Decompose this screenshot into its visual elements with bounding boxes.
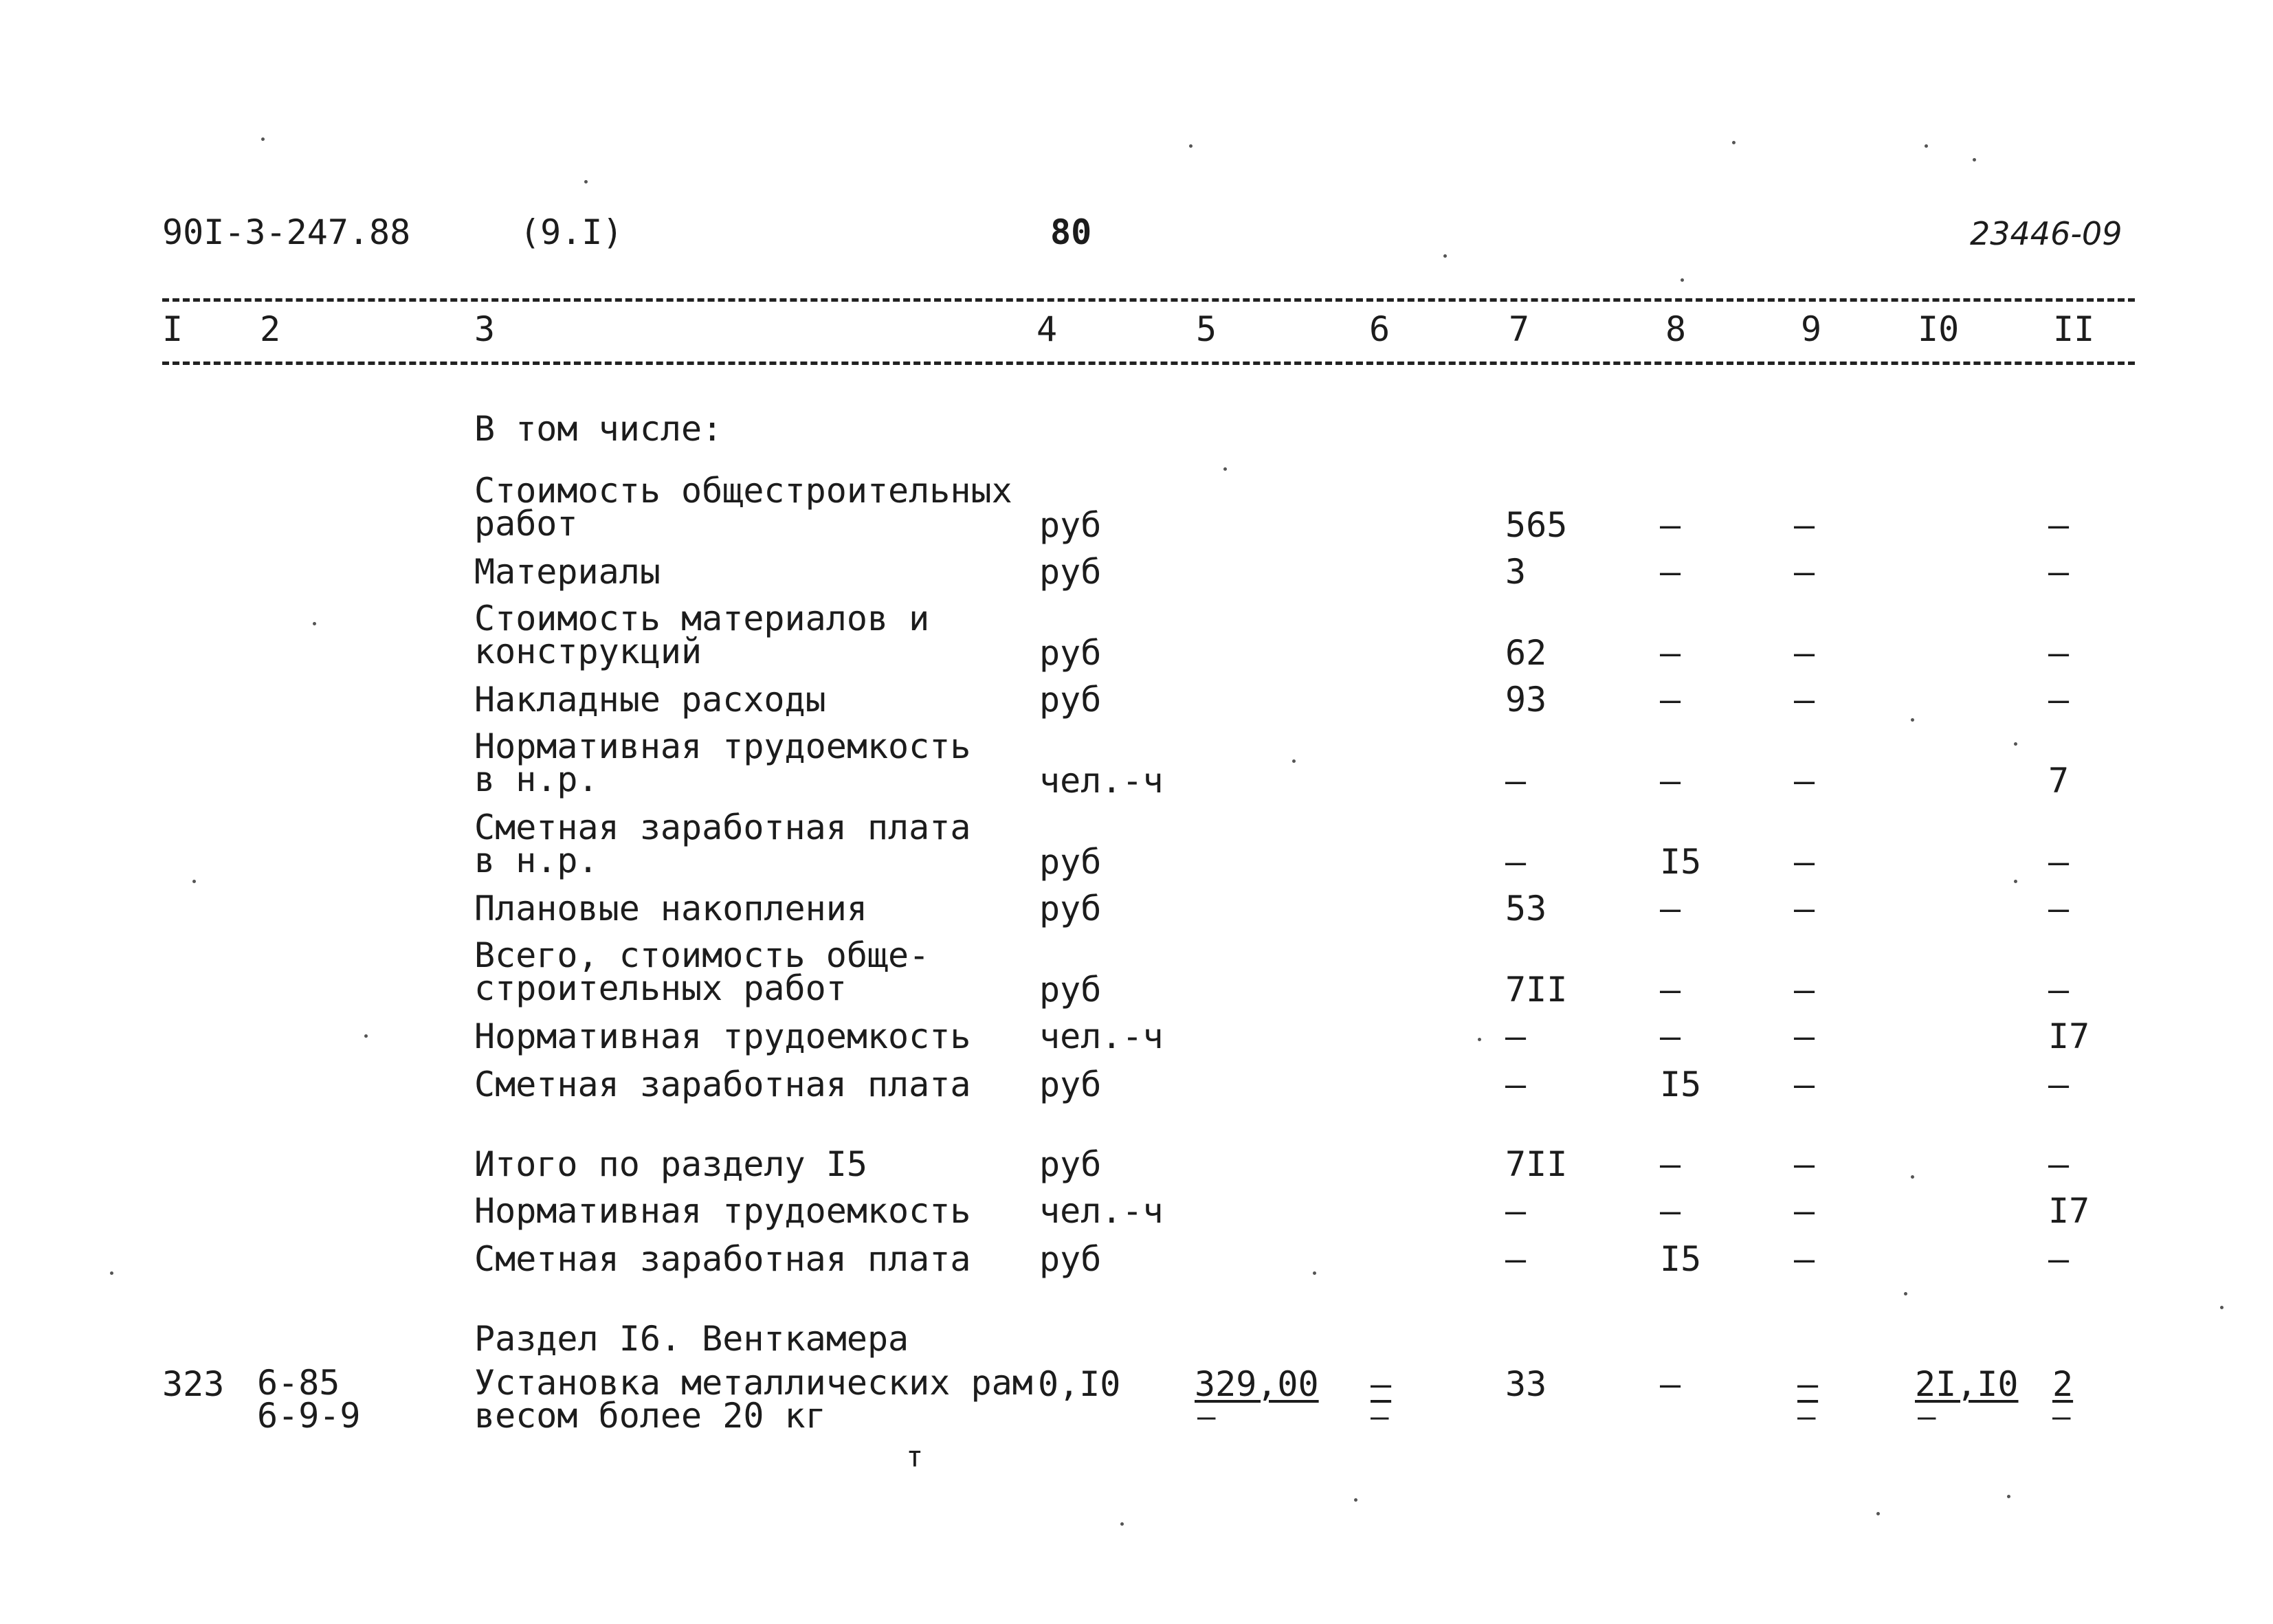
row-label: Сметная заработная плата в н.р. [474,808,971,880]
col9-cell: – [1794,680,1815,720]
row-label: Материалы [474,552,661,592]
column-header: II [2053,309,2095,349]
column-header: 5 [1196,309,1217,349]
row-label: Стоимость общестроительных работ [474,471,1012,544]
unit-cell: чел.-ч [1039,761,1164,801]
unit-cell: руб [1039,1144,1102,1184]
col11-cell: 2 [2052,1364,2074,1404]
col9-cell: – [1794,552,1815,592]
col11-cell: – [2048,552,2070,592]
col7-cell: 93 [1505,680,1547,720]
col8-cell: – [1660,1016,1681,1056]
section-reference: (9.I) [520,212,623,252]
col9-cell: – [1794,970,1815,1010]
column-header: I0 [1918,309,1960,349]
col9-cell: – [1794,1065,1815,1104]
column-header: I [162,309,184,349]
col9-cell: – [1794,1191,1815,1231]
col7-cell: – [1505,1191,1527,1231]
unit-cell: чел.-ч [1039,1191,1164,1231]
col9-cell: – [1794,1016,1815,1056]
col5-subvalue: – [1197,1399,1216,1434]
row-label: Итого по разделу I5 [474,1144,867,1184]
unit-cell: руб [1039,633,1102,673]
header-bottom-rule [162,361,2135,365]
col7-cell: – [1505,761,1527,801]
unit-cell: руб [1039,1239,1102,1279]
column-header: 9 [1801,309,1822,349]
row-label: Нормативная трудоемкость [474,1191,971,1231]
row-label: Стоимость материалов и конструкций [474,599,930,671]
col6-cell: – [1371,1364,1392,1404]
unit-mark: т [906,1440,924,1473]
col7-cell: 62 [1505,633,1547,673]
col7-cell: – [1505,1016,1527,1056]
col10-subvalue: – [1918,1399,1936,1434]
col8-cell: I5 [1660,1239,1702,1279]
unit-cell: руб [1039,970,1102,1010]
col7-cell: – [1505,1065,1527,1104]
column-header: 4 [1036,309,1058,349]
col8-cell: – [1660,970,1681,1010]
col11-cell: – [2048,842,2070,882]
col8-cell: I5 [1660,1065,1702,1104]
column-header: 8 [1665,309,1687,349]
col11-cell: – [2048,889,2070,928]
col11-cell: I7 [2048,1191,2090,1231]
row-label: Плановые накопления [474,889,867,928]
col11-cell: – [2048,633,2070,673]
col8-cell: – [1660,633,1681,673]
col4-cell: 0,I0 [1038,1364,1121,1404]
col11-cell: – [2048,1239,2070,1279]
row-label: Нормативная трудоемкость в н.р. [474,726,971,799]
col7-cell: 7II [1505,1144,1568,1184]
column-header: 2 [260,309,281,349]
col9-cell: – [1794,761,1815,801]
col7-cell: 565 [1505,505,1568,545]
col10-cell: 2I,I0 [1915,1364,2019,1404]
col11-cell: I7 [2048,1016,2090,1056]
column-header: 6 [1369,309,1390,349]
unit-cell: чел.-ч [1039,1016,1164,1056]
col11-subvalue: – [2052,1399,2071,1434]
section-heading: Раздел I6. Венткамера [474,1319,909,1359]
col8-cell: – [1660,1364,1681,1404]
col9-cell: – [1794,842,1815,882]
col11-cell: – [2048,1065,2070,1104]
header-top-rule [162,298,2135,302]
row-label: Накладные расходы [474,680,826,720]
col7-cell: – [1505,1239,1527,1279]
col8-cell: – [1660,761,1681,801]
column-header: 3 [474,309,496,349]
col7-cell: 7II [1505,970,1568,1010]
item-name: Установка металлических рам весом более 20 кг [474,1363,1033,1436]
col7-cell: 53 [1505,889,1547,928]
col11-cell: – [2048,970,2070,1010]
inventory-number: 23446-09 [1970,215,2122,252]
col8-cell: – [1660,505,1681,545]
col11-cell: – [2048,505,2070,545]
item-code: 6-85 6-9-9 [257,1363,361,1436]
col9-subvalue: – [1797,1399,1816,1434]
col9-cell: – [1797,1364,1819,1404]
col6-subvalue: – [1371,1399,1389,1434]
col8-cell: – [1660,680,1681,720]
row-label: Сметная заработная плата [474,1239,971,1279]
col9-cell: – [1794,1144,1815,1184]
unit-cell: руб [1039,552,1102,592]
unit-cell: руб [1039,680,1102,720]
col8-cell: – [1660,1144,1681,1184]
unit-cell: руб [1039,505,1102,545]
col8-cell: – [1660,889,1681,928]
col9-cell: – [1794,889,1815,928]
unit-cell: руб [1039,842,1102,882]
col5-cell: 329,00 [1195,1364,1319,1404]
col7-cell: – [1505,842,1527,882]
col7-cell: 33 [1505,1364,1547,1404]
col9-cell: – [1794,505,1815,545]
row-label: Всего, стоимость обще- строительных работ [474,935,930,1008]
col11-cell: – [2048,1144,2070,1184]
unit-cell: руб [1039,1065,1102,1104]
col8-cell: I5 [1660,842,1702,882]
row-label: В том числе: [474,409,723,449]
item-number: 323 [162,1364,225,1404]
document-code: 90I-3-247.88 [162,212,411,252]
col11-cell: 7 [2048,761,2070,801]
col9-cell: – [1794,1239,1815,1279]
row-label: Нормативная трудоемкость [474,1016,971,1056]
column-header: 7 [1509,309,1530,349]
col9-cell: – [1794,633,1815,673]
page-number: 80 [1050,212,1092,252]
col8-cell: – [1660,1191,1681,1231]
unit-cell: руб [1039,889,1102,928]
col7-cell: 3 [1505,552,1527,592]
row-label: Сметная заработная плата [474,1065,971,1104]
col11-cell: – [2048,680,2070,720]
col8-cell: – [1660,552,1681,592]
